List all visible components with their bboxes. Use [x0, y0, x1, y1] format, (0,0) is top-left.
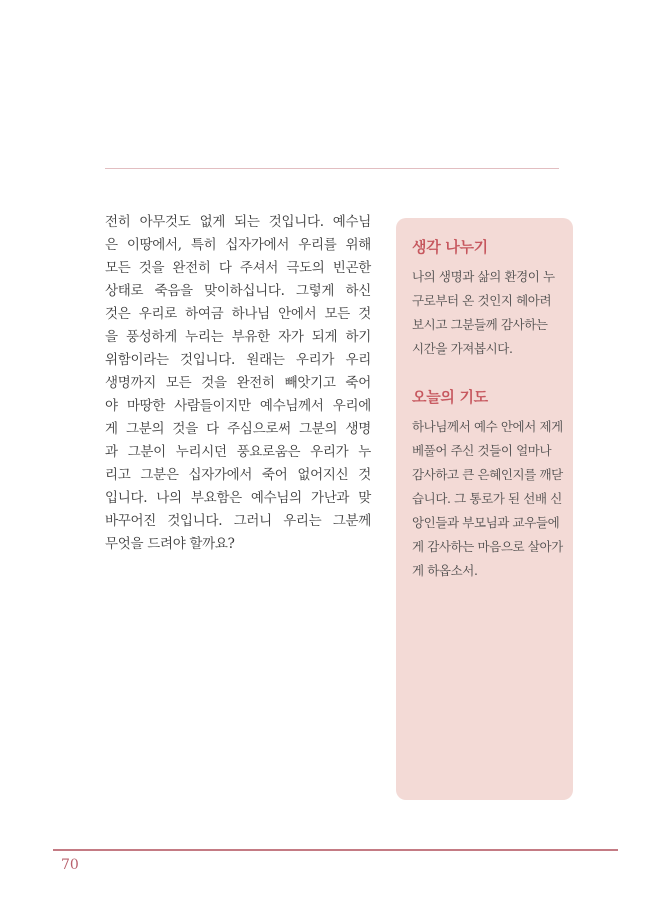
- sidebar-box: [396, 218, 573, 800]
- todays-prayer-section: [412, 383, 563, 583]
- text-line: 을 풍성하게 누리는 부유한 자가 되게 하기: [105, 329, 371, 345]
- text-line: 전히 아무것도 없게 되는 것입니다. 예수님: [105, 214, 371, 230]
- text-line: 것은 우리로 하여금 하나님 안에서 모든 것: [105, 306, 371, 322]
- text-line: 게 그분의 것을 다 주심으로써 그분의 생명: [105, 421, 371, 437]
- text-line: 게 하옵소서.: [412, 563, 478, 578]
- text-line: 과 그분이 누리시던 풍요로움은 우리가 누: [105, 444, 371, 460]
- text-line: 모든 것을 완전히 다 주셔서 극도의 빈곤한: [105, 260, 371, 276]
- text-line: 바꾸어진 것입니다. 그러니 우리는 그분께: [105, 513, 371, 529]
- text-line: 위함이라는 것입니다. 원래는 우리가 우리: [105, 352, 371, 368]
- text-line: 구로부터 온 것인지 헤아려: [412, 293, 552, 308]
- text-line: 야 마땅한 사람들이지만 예수님께서 우리에: [105, 398, 371, 414]
- text-line: 나의 생명과 삶의 환경이 누: [412, 269, 555, 284]
- text-line: 은 이땅에서, 특히 십자가에서 우리를 위해: [105, 237, 371, 253]
- text-line: 하나님께서 예수 안에서 제게: [412, 419, 563, 434]
- top-divider: [105, 168, 559, 169]
- text-line: 생명까지 모든 것을 완전히 빼앗기고 죽어: [105, 375, 371, 391]
- text-line: 상태로 죽음을 맞이하십니다. 그렇게 하신: [105, 283, 371, 299]
- text-line: 베풀어 주신 것들이 얼마나: [412, 443, 552, 458]
- share-thoughts-body: [412, 265, 557, 361]
- text-line: 리고 그분은 십자가에서 죽어 없어지신 것: [105, 467, 371, 483]
- text-line: 앙인들과 부모님과 교우들에: [412, 515, 560, 530]
- text-line: 습니다. 그 통로가 된 선배 신: [412, 491, 562, 506]
- text-line: 게 감사하는 마음으로 살아가: [412, 539, 563, 554]
- text-line: 시간을 가져봅시다.: [412, 341, 513, 356]
- text-line: 감사하고 큰 은혜인지를 깨닫: [412, 467, 563, 482]
- text-line: 보시고 그분들께 감사하는: [412, 317, 548, 332]
- todays-prayer-body: [412, 415, 563, 583]
- page-number: 70: [61, 857, 79, 873]
- todays-prayer-title: 오늘의 기도: [412, 388, 488, 406]
- body-paragraph: [105, 211, 371, 556]
- bottom-divider: [53, 849, 618, 851]
- text-line: 입니다. 나의 부요함은 예수님의 가난과 맞: [105, 490, 371, 506]
- share-thoughts-title: 생각 나누기: [412, 238, 488, 256]
- text-line: 무엇을 드려야 할까요?: [105, 536, 235, 552]
- share-thoughts-section: [412, 233, 557, 361]
